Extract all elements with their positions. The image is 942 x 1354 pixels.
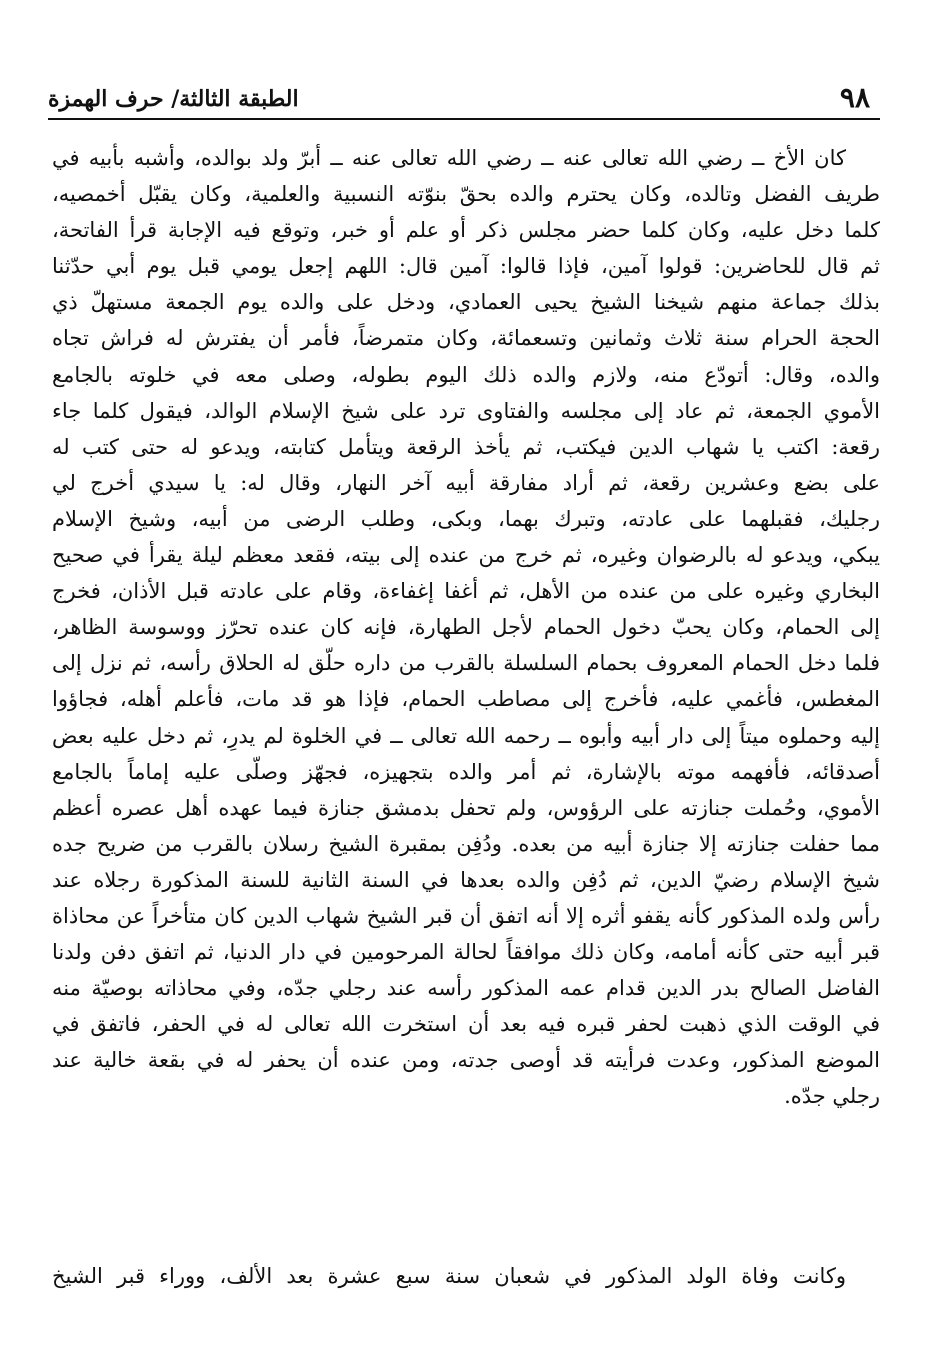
continuation-line: وكانت وفاة الولد المذكور في شعبان سنة سبع عشرة بعد الألف، ووراء قبر الشيخ xyxy=(52,1264,846,1288)
text-line: رجلي جدّه. xyxy=(784,1084,880,1109)
text-line: كلما دخل عليه، وكان كلما حضر مجلس ذكر أو علم أو خبر، وتوقع فيه الإجابة قرأ الفاتحة، xyxy=(52,218,880,243)
text-line: إلى الحمام، وكان يحبّ دخول الحمام لأجل الطهارة، فإنه كان عنده تحرّز ووسوسة الظاهر، xyxy=(52,615,880,640)
text-line: أصدقائه، فأفهمه موته بالإشارة، ثم أمر والده بتجهيزه، فجهّز وصلّى عليه إماماً بالجامع xyxy=(52,759,880,784)
text-line: مما حفلت جنازته إلا جنازة أبيه من بعده. ودُفِن بمقبرة الشيخ رسلان بالقرب من ضريح جده xyxy=(52,831,880,856)
text-line: المغطس، فأغمي عليه، فأخرج إلى مصاطب الحمام، فإذا هو قد مات، فأعلم أهله، فجاؤوا xyxy=(52,687,880,712)
text-line: طريف الفضل وتالده، وكان يحترم والده بحقّ بنوّته النسبية والعلمية، وكان يقبّل أخمصيه، xyxy=(52,182,880,207)
text-line: شيخ الإسلام رضيّ الدين، ثم دُفِن والده بعدها في السنة الثانية للسنة المذكورة رجلاه عند xyxy=(52,867,880,892)
text-line: ثم قال للحاضرين: قولوا آمين، فإذا قالوا: آمين قال: اللهم إجعل يومي قبل يوم أبي حدّثنا xyxy=(52,254,880,279)
text-line: رقعة: اكتب يا شهاب الدين فيكتب، ثم يأخذ الرقعة ويتأمل كتابته، ويدعو له حتى كتب له xyxy=(52,434,880,459)
text-line: الأموي، وحُملت جنازته على الرؤوس، ولم تحفل بدمشق جنازة فيما عهده أهل عصره أعظم xyxy=(52,795,880,820)
main-text-block xyxy=(52,140,880,1220)
text-line: رأس ولده المذكور كأنه يقفو أثره إلا أنه اتفق أن قبر الشيخ شهاب الدين كان متأخراً عن محاذاة xyxy=(52,903,880,928)
text-line: رجليك، فقبلهما على عادته، وتبرك بهما، وبكى، وطلب الرضى من أبيه، وشيخ الإسلام xyxy=(52,506,880,531)
text-line: يبكي، ويدعو له بالرضوان وغيره، ثم خرج من عنده إلى بيته، فقعد معظم ليلة يقرأ في صحيح xyxy=(52,543,880,568)
page-number: ٩٨ xyxy=(839,81,870,114)
text-line: الأموي الجمعة، ثم عاد إلى مجلسه والفتاوى ترد على شيخ الإسلام الوالد، فيقول كلما جاء xyxy=(52,398,880,423)
text-line: على بضع وعشرين رقعة، ثم أراد مفارقة أبيه آخر النهار، وقال له: يا سيدي أخرج لي xyxy=(52,470,880,495)
text-line: فلما دخل الحمام المعروف بحمام السلسلة بالقرب من داره حلّق له الحلاق رأسه، ثم نزل إلى xyxy=(52,651,880,676)
text-line: البخاري وغيره على من عنده من الأهل، ثم أغفا إغفاءة، وقام على عادته قبل الأذان، فخرج xyxy=(52,579,880,604)
text-line: الحجة الحرام سنة ثلاث وثمانين وتسعمائة، وكان متمرضاً، فأمر أن يفترش له فراش تجاه xyxy=(52,326,880,351)
text-line: إليه وحملوه ميتاً إلى دار أبيه وأبوه ــ رحمه الله تعالى ــ في الخلوة لم يدرِ، ثم دخل عليه بعض xyxy=(52,723,880,748)
text-line: بذلك جماعة منهم شيخنا الشيخ يحيى العمادي، ودخل على والده يوم الجمعة مستهلّ ذي xyxy=(52,290,880,315)
text-line: كان الأخ ــ رضي الله تعالى عنه ــ رضي الله تعالى عنه ــ أبرّ ولد بوالده، وأشبه بأبيه في xyxy=(52,146,846,170)
page-header xyxy=(48,72,880,120)
text-line: قبر أبيه حتى كأنه أمامه، وكان ذلك موافقاً لحالة المرحومين في دار الدنيا، ثم اتفق دفن ولدنا xyxy=(52,940,880,965)
running-title: الطبقة الثالثة/ حرف الهمزة xyxy=(48,86,299,112)
text-line: الفاضل الصالح بدر الدين قدام عمه المذكور رأسه عند رجلي جدّه، وفي محاذاته بوصيّة منه xyxy=(52,976,880,1001)
text-line: والده، وقال: أتودّع منه، ولازم والده ذلك اليوم بطوله، وصلى معه في خلوته بالجامع xyxy=(52,362,880,387)
text-line: الموضع المذكور، وعدت فرأيته قد أوصى جدته، ومن عنده أن يحفر له في بقعة خالية عند xyxy=(52,1048,880,1073)
text-line: في الوقت الذي ذهبت لحفر قبره فيه بعد أن استخرت الله تعالى له في الحفر، فاتفق في xyxy=(52,1012,880,1037)
